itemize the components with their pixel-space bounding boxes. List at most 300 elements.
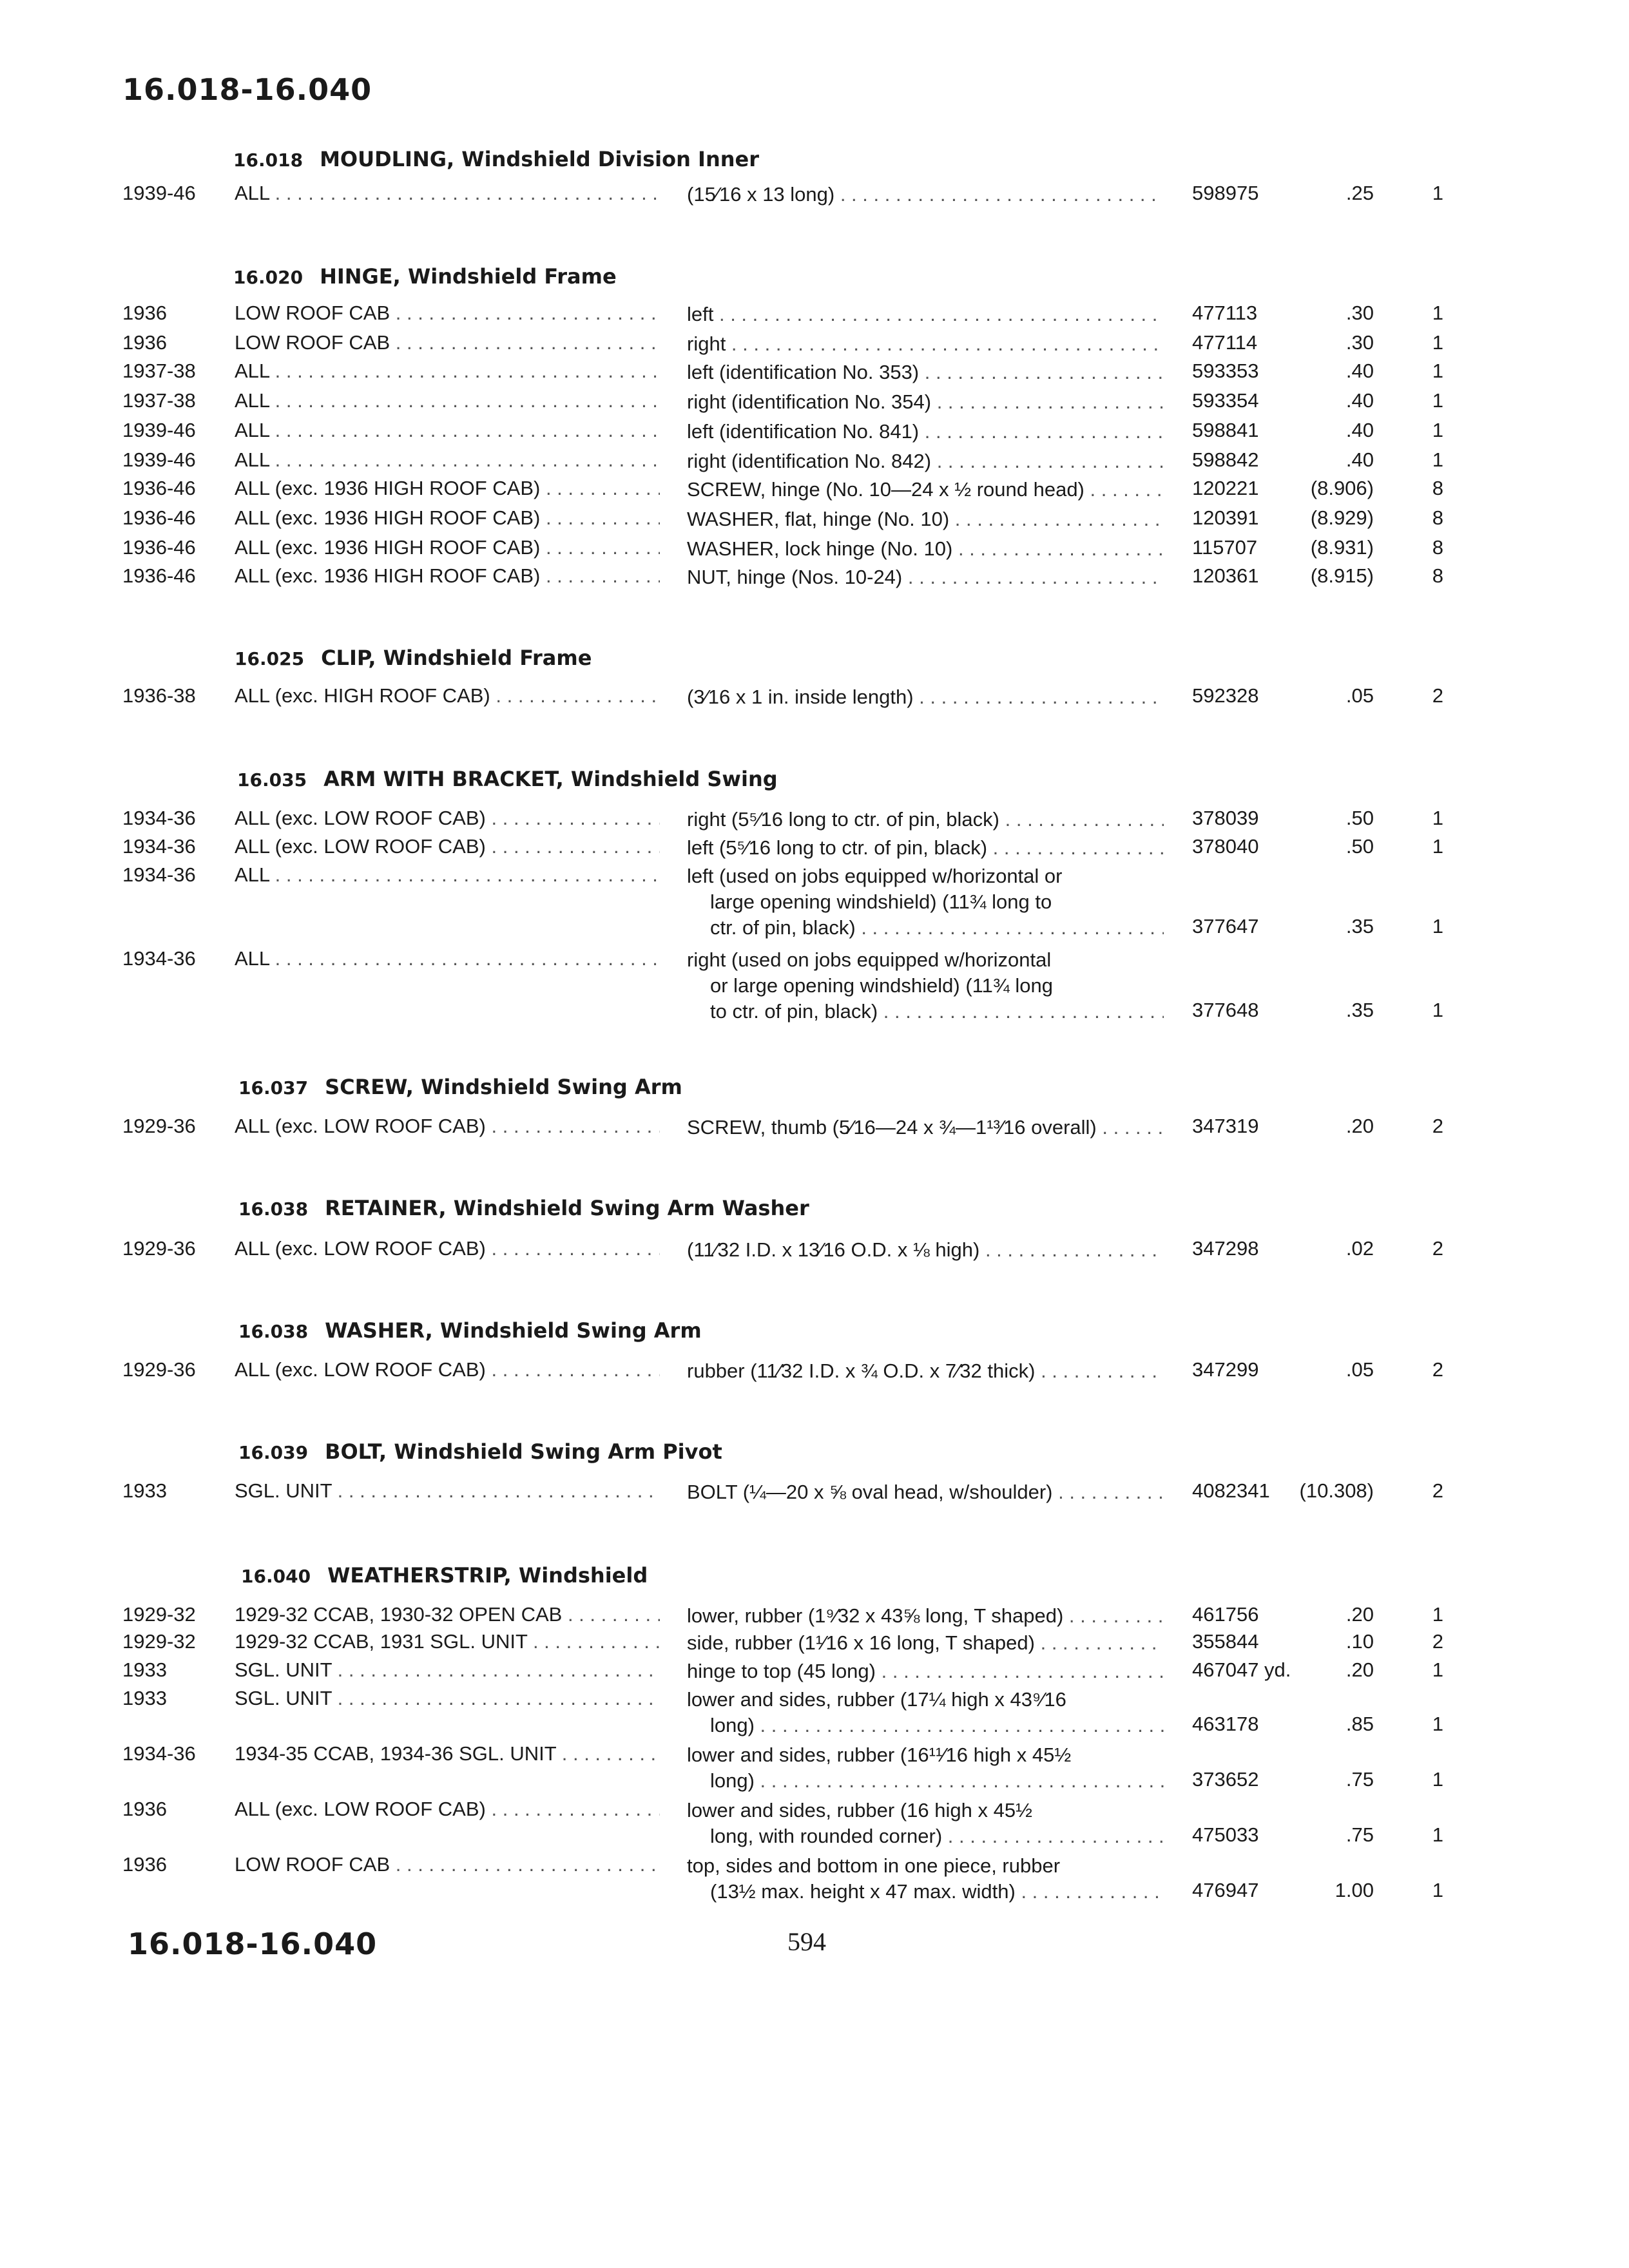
description-text: lower and sides, rubber (17¼ high x 43⁹⁄16 <box>687 1688 1066 1711</box>
part-row <box>0 1687 1629 1741</box>
part-number: 373652 <box>1192 1768 1259 1791</box>
list-price: .35 <box>1345 999 1374 1021</box>
model-text: SGL. UNIT <box>235 1479 333 1502</box>
part-description <box>687 1853 1164 1905</box>
description-line <box>687 389 1164 415</box>
model-text: ALL <box>235 947 270 970</box>
quantity: 1 <box>1432 807 1443 829</box>
description-line <box>687 947 1164 973</box>
description-text: BOLT (¼—20 x ⅝ oval head, w/shoulder) <box>687 1481 1053 1503</box>
description-line <box>687 1630 1164 1656</box>
description-line <box>687 1713 1164 1738</box>
year-range: 1934-36 <box>122 863 196 886</box>
model-applicability <box>235 684 660 707</box>
model-applicability <box>235 1237 660 1260</box>
part-row <box>0 1603 1629 1631</box>
model-applicability <box>235 331 660 354</box>
model-applicability <box>235 1742 660 1765</box>
model-text: 1929-32 CCAB, 1930-32 OPEN CAB <box>235 1603 563 1626</box>
section-number: 16.040 <box>241 1566 311 1587</box>
part-row <box>0 477 1629 505</box>
model-applicability <box>235 1658 660 1682</box>
part-description <box>687 506 1164 532</box>
description-line <box>687 999 1164 1024</box>
year-range: 1933 <box>122 1687 167 1709</box>
quantity: 8 <box>1432 536 1443 559</box>
model-text: ALL (exc. LOW ROOF CAB) <box>235 1115 486 1137</box>
description-line <box>687 1479 1164 1505</box>
part-number: 476947 <box>1192 1879 1259 1901</box>
part-description <box>687 389 1164 415</box>
part-description <box>687 1603 1164 1629</box>
part-row <box>0 807 1629 835</box>
list-price: .40 <box>1345 360 1374 382</box>
quantity: 1 <box>1432 419 1443 441</box>
year-range: 1933 <box>122 1658 167 1681</box>
year-range: 1939-46 <box>122 182 196 204</box>
description-text: left (5⁵⁄16 long to ctr. of pin, black) <box>687 836 988 859</box>
section-number: 16.020 <box>233 267 304 288</box>
section-number: 16.025 <box>235 648 305 669</box>
section-heading <box>233 264 617 289</box>
model-applicability <box>235 1853 660 1876</box>
description-line <box>687 1603 1164 1629</box>
model-text: LOW ROOF CAB <box>235 302 390 324</box>
list-price: .02 <box>1345 1237 1374 1260</box>
part-number: 347299 <box>1192 1358 1259 1381</box>
description-text: WASHER, flat, hinge (No. 10) <box>687 508 950 530</box>
model-text: ALL (exc. 1936 HIGH ROOF CAB) <box>235 506 541 529</box>
part-description <box>687 1630 1164 1656</box>
model-text: SGL. UNIT <box>235 1687 333 1709</box>
part-row <box>0 1630 1629 1658</box>
list-price: (8.906) <box>1310 477 1374 499</box>
part-description <box>687 1798 1164 1849</box>
model-applicability <box>235 302 660 325</box>
part-description <box>687 302 1164 327</box>
part-row <box>0 947 1629 1027</box>
part-row <box>0 536 1629 564</box>
list-price: .05 <box>1345 1358 1374 1381</box>
description-line <box>687 506 1164 532</box>
section-heading <box>233 147 759 171</box>
description-text: side, rubber (1¹⁄16 x 16 long, T shaped) <box>687 1631 1035 1654</box>
model-text: 1934-35 CCAB, 1934-36 SGL. UNIT <box>235 1742 557 1765</box>
model-text: ALL <box>235 419 270 441</box>
description-text: (11⁄32 I.D. x 13⁄16 O.D. x ⅛ high) <box>687 1238 980 1261</box>
section-heading <box>235 646 592 670</box>
description-text: right (5⁵⁄16 long to ctr. of pin, black) <box>687 808 999 831</box>
model-text: ALL (exc. LOW ROOF CAB) <box>235 1237 486 1260</box>
model-text: ALL <box>235 389 270 412</box>
part-description <box>687 1237 1164 1263</box>
quantity: 2 <box>1432 684 1443 707</box>
section-title: MOUDLING, Windshield Division Inner <box>320 147 759 171</box>
model-applicability <box>235 947 660 970</box>
description-text: hinge to top (45 long) <box>687 1660 876 1682</box>
description-line <box>687 889 1164 915</box>
quantity: 1 <box>1432 182 1443 204</box>
list-price: .40 <box>1345 419 1374 441</box>
quantity: 1 <box>1432 448 1443 471</box>
year-range: 1929-36 <box>122 1237 196 1260</box>
section-title: SCREW, Windshield Swing Arm <box>325 1075 682 1099</box>
description-text: lower and sides, rubber (16 high x 45½ <box>687 1799 1032 1821</box>
description-line <box>687 1658 1164 1684</box>
description-text: WASHER, lock hinge (No. 10) <box>687 537 953 560</box>
part-description <box>687 477 1164 503</box>
description-line <box>687 1237 1164 1263</box>
model-text: ALL (exc. LOW ROOF CAB) <box>235 807 486 829</box>
model-text: LOW ROOF CAB <box>235 331 390 354</box>
list-price: .20 <box>1345 1603 1374 1626</box>
model-text: ALL (exc. LOW ROOF CAB) <box>235 835 486 858</box>
model-text: ALL (exc. HIGH ROOF CAB) <box>235 684 490 707</box>
description-text: (13½ max. height x 47 max. width) <box>710 1880 1016 1903</box>
section-number: 16.035 <box>237 769 307 791</box>
part-description <box>687 947 1164 1024</box>
description-line <box>687 863 1164 889</box>
part-row <box>0 331 1629 360</box>
model-applicability <box>235 536 660 559</box>
part-description <box>687 331 1164 357</box>
section-title: WEATHERSTRIP, Windshield <box>327 1563 648 1588</box>
description-line <box>687 564 1164 590</box>
model-applicability <box>235 1603 660 1626</box>
part-description <box>687 536 1164 562</box>
model-applicability <box>235 1479 660 1503</box>
part-number: 598842 <box>1192 448 1259 471</box>
description-text: SCREW, thumb (5⁄16—24 x ¾—1¹³⁄16 overall) <box>687 1116 1097 1139</box>
description-text: to ctr. of pin, black) <box>710 1000 878 1023</box>
page-footer-range: 16.018-16.040 <box>128 1927 378 1961</box>
model-applicability <box>235 807 660 830</box>
section-title: RETAINER, Windshield Swing Arm Washer <box>325 1196 809 1220</box>
description-text: left <box>687 303 714 325</box>
quantity: 2 <box>1432 1630 1443 1653</box>
part-description <box>687 419 1164 445</box>
part-number: 598975 <box>1192 182 1259 204</box>
section-heading <box>238 1318 702 1343</box>
quantity: 1 <box>1432 331 1443 354</box>
part-number: 377648 <box>1192 999 1259 1021</box>
model-text: ALL <box>235 182 270 204</box>
section-title: WASHER, Windshield Swing Arm <box>325 1318 702 1343</box>
model-applicability <box>235 1798 660 1821</box>
list-price: .85 <box>1345 1713 1374 1735</box>
model-applicability <box>235 360 660 383</box>
list-price: .10 <box>1345 1630 1374 1653</box>
quantity: 1 <box>1432 389 1443 412</box>
quantity: 2 <box>1432 1358 1443 1381</box>
description-text: right <box>687 332 726 355</box>
part-description <box>687 182 1164 207</box>
list-price: .30 <box>1345 302 1374 324</box>
section-heading <box>238 1075 682 1099</box>
model-text: ALL (exc. LOW ROOF CAB) <box>235 1798 486 1820</box>
list-price: .75 <box>1345 1768 1374 1791</box>
year-range: 1936-46 <box>122 477 196 499</box>
section-number: 16.037 <box>238 1077 309 1099</box>
description-text: left (identification No. 841) <box>687 420 920 443</box>
model-applicability <box>235 419 660 442</box>
part-description <box>687 448 1164 474</box>
description-text: (15⁄16 x 13 long) <box>687 183 835 206</box>
model-applicability <box>235 863 660 887</box>
section-title: ARM WITH BRACKET, Windshield Swing <box>323 767 778 791</box>
list-price: .20 <box>1345 1658 1374 1681</box>
part-description <box>687 835 1164 861</box>
description-text: lower, rubber (1⁹⁄32 x 43⅝ long, T shaped) <box>687 1604 1064 1627</box>
part-number: 461756 <box>1192 1603 1259 1626</box>
year-range: 1939-46 <box>122 419 196 441</box>
description-line <box>687 448 1164 474</box>
part-number: 593353 <box>1192 360 1259 382</box>
part-row <box>0 1742 1629 1796</box>
section-number: 16.018 <box>233 149 304 171</box>
description-line <box>687 331 1164 357</box>
description-line <box>687 1879 1164 1905</box>
description-line <box>687 360 1164 385</box>
part-number: 355844 <box>1192 1630 1259 1653</box>
description-text: large opening windshield) (11¾ long to <box>710 890 1052 913</box>
part-description <box>687 1658 1164 1684</box>
part-number: 4082341 <box>1192 1479 1270 1502</box>
description-text: top, sides and bottom in one piece, rubber <box>687 1854 1061 1877</box>
part-number: 377647 <box>1192 915 1259 937</box>
description-text: NUT, hinge (Nos. 10-24) <box>687 566 903 588</box>
model-text: 1929-32 CCAB, 1931 SGL. UNIT <box>235 1630 528 1653</box>
part-number: 115707 <box>1192 536 1258 559</box>
quantity: 1 <box>1432 835 1443 858</box>
list-price: .75 <box>1345 1823 1374 1846</box>
list-price: .40 <box>1345 389 1374 412</box>
description-line <box>687 1687 1164 1713</box>
model-applicability <box>235 1115 660 1138</box>
quantity: 8 <box>1432 477 1443 499</box>
quantity: 1 <box>1432 302 1443 324</box>
part-description <box>687 807 1164 832</box>
part-description <box>687 1742 1164 1794</box>
part-description <box>687 1358 1164 1384</box>
model-text: ALL (exc. LOW ROOF CAB) <box>235 1358 486 1381</box>
list-price: (8.931) <box>1310 536 1374 559</box>
year-range: 1936 <box>122 1798 167 1820</box>
model-text: ALL (exc. 1936 HIGH ROOF CAB) <box>235 536 541 559</box>
description-text: right (identification No. 842) <box>687 450 932 472</box>
part-number: 467047 yd. <box>1192 1658 1291 1681</box>
model-text: ALL <box>235 863 270 886</box>
part-row <box>0 360 1629 388</box>
description-line <box>687 684 1164 710</box>
part-row <box>0 684 1629 713</box>
model-applicability <box>235 448 660 472</box>
part-row <box>0 1115 1629 1143</box>
part-number: 593354 <box>1192 389 1259 412</box>
description-text: SCREW, hinge (No. 10—24 x ½ round head) <box>687 478 1084 501</box>
year-range: 1929-32 <box>122 1603 196 1626</box>
quantity: 1 <box>1432 999 1443 1021</box>
year-range: 1936-46 <box>122 564 196 587</box>
section-heading <box>238 1439 722 1464</box>
description-line <box>687 915 1164 941</box>
year-range: 1934-36 <box>122 947 196 970</box>
description-text: ctr. of pin, black) <box>710 916 856 939</box>
part-description <box>687 1479 1164 1505</box>
quantity: 1 <box>1432 1658 1443 1681</box>
year-range: 1934-36 <box>122 1742 196 1765</box>
model-applicability <box>235 564 660 588</box>
model-text: ALL <box>235 360 270 382</box>
list-price: (8.929) <box>1310 506 1374 529</box>
section-number: 16.038 <box>238 1198 309 1220</box>
list-price: (10.308) <box>1299 1479 1374 1502</box>
part-row <box>0 835 1629 863</box>
description-text: right (identification No. 354) <box>687 390 932 413</box>
part-description <box>687 360 1164 385</box>
year-range: 1936-38 <box>122 684 196 707</box>
description-line <box>687 1768 1164 1794</box>
part-number: 378040 <box>1192 835 1259 858</box>
part-row <box>0 506 1629 535</box>
part-row <box>0 302 1629 330</box>
year-range: 1939-46 <box>122 448 196 471</box>
year-range: 1934-36 <box>122 807 196 829</box>
list-price: (8.915) <box>1310 564 1374 587</box>
part-description <box>687 863 1164 941</box>
section-title: CLIP, Windshield Frame <box>321 646 592 670</box>
part-row <box>0 182 1629 210</box>
description-line <box>687 1358 1164 1384</box>
part-number: 463178 <box>1192 1713 1259 1735</box>
part-row <box>0 1853 1629 1907</box>
model-text: SGL. UNIT <box>235 1658 333 1681</box>
description-line <box>687 973 1164 999</box>
part-description <box>687 1687 1164 1738</box>
year-range: 1936 <box>122 331 167 354</box>
part-row <box>0 1237 1629 1265</box>
part-row <box>0 1658 1629 1687</box>
quantity: 1 <box>1432 1879 1443 1901</box>
part-number: 592328 <box>1192 684 1259 707</box>
part-description <box>687 564 1164 590</box>
section-heading <box>237 767 778 791</box>
quantity: 8 <box>1432 564 1443 587</box>
part-row <box>0 1798 1629 1852</box>
model-applicability <box>235 389 660 412</box>
quantity: 8 <box>1432 506 1443 529</box>
description-text: (3⁄16 x 1 in. inside length) <box>687 686 914 708</box>
year-range: 1933 <box>122 1479 167 1502</box>
description-line <box>687 835 1164 861</box>
model-applicability <box>235 1630 660 1653</box>
description-text: rubber (11⁄32 I.D. x ¾ O.D. x 7⁄32 thick) <box>687 1360 1036 1382</box>
description-text: right (used on jobs equipped w/horizontal <box>687 948 1052 971</box>
year-range: 1936 <box>122 302 167 324</box>
part-description <box>687 1115 1164 1140</box>
model-text: ALL (exc. 1936 HIGH ROOF CAB) <box>235 564 541 587</box>
description-text: long) <box>710 1769 755 1792</box>
page-number: 594 <box>787 1927 826 1956</box>
description-line <box>687 1742 1164 1768</box>
part-row <box>0 389 1629 418</box>
part-number: 347298 <box>1192 1237 1259 1260</box>
year-range: 1929-36 <box>122 1115 196 1137</box>
description-line <box>687 536 1164 562</box>
quantity: 2 <box>1432 1115 1443 1137</box>
model-applicability <box>235 182 660 205</box>
part-description <box>687 684 1164 710</box>
description-line <box>687 1853 1164 1879</box>
part-number: 120361 <box>1192 564 1259 587</box>
part-number: 598841 <box>1192 419 1259 441</box>
section-title: HINGE, Windshield Frame <box>320 264 617 289</box>
section-number: 16.038 <box>238 1321 309 1342</box>
description-line <box>687 477 1164 503</box>
quantity: 2 <box>1432 1237 1443 1260</box>
page-header-range: 16.018-16.040 <box>122 72 372 107</box>
model-text: ALL (exc. 1936 HIGH ROOF CAB) <box>235 477 541 499</box>
year-range: 1937-38 <box>122 360 196 382</box>
part-number: 477114 <box>1192 331 1258 354</box>
part-number: 120221 <box>1192 477 1259 499</box>
model-applicability <box>235 506 660 530</box>
description-line <box>687 1798 1164 1823</box>
part-number: 347319 <box>1192 1115 1259 1137</box>
part-row <box>0 1479 1629 1508</box>
year-range: 1934-36 <box>122 835 196 858</box>
description-text: lower and sides, rubber (16¹¹⁄16 high x 45½ <box>687 1744 1072 1766</box>
year-range: 1929-36 <box>122 1358 196 1381</box>
year-range: 1937-38 <box>122 389 196 412</box>
year-range: 1936-46 <box>122 506 196 529</box>
list-price: .20 <box>1345 1115 1374 1137</box>
description-text: left (used on jobs equipped w/horizontal or <box>687 865 1063 887</box>
quantity: 1 <box>1432 1603 1443 1626</box>
part-row <box>0 863 1629 943</box>
part-number: 120391 <box>1192 506 1259 529</box>
description-line <box>687 302 1164 327</box>
list-price: .30 <box>1345 331 1374 354</box>
model-applicability <box>235 835 660 858</box>
list-price: .40 <box>1345 448 1374 471</box>
description-text: long) <box>710 1714 755 1736</box>
part-number: 475033 <box>1192 1823 1259 1846</box>
list-price: 1.00 <box>1335 1879 1374 1901</box>
section-heading <box>241 1563 648 1588</box>
part-number: 378039 <box>1192 807 1259 829</box>
description-text: long, with rounded corner) <box>710 1825 943 1847</box>
description-text: or large opening windshield) (11¾ long <box>710 974 1053 997</box>
list-price: .35 <box>1345 915 1374 937</box>
year-range: 1936 <box>122 1853 167 1876</box>
model-text: ALL <box>235 448 270 471</box>
year-range: 1936-46 <box>122 536 196 559</box>
year-range: 1929-32 <box>122 1630 196 1653</box>
quantity: 2 <box>1432 1479 1443 1502</box>
description-line <box>687 807 1164 832</box>
part-row <box>0 1358 1629 1387</box>
list-price: .50 <box>1345 807 1374 829</box>
section-title: BOLT, Windshield Swing Arm Pivot <box>325 1439 722 1464</box>
list-price: .50 <box>1345 835 1374 858</box>
description-line <box>687 1115 1164 1140</box>
list-price: .25 <box>1345 182 1374 204</box>
model-text: LOW ROOF CAB <box>235 1853 390 1876</box>
model-applicability <box>235 1687 660 1710</box>
model-applicability <box>235 1358 660 1381</box>
description-line <box>687 182 1164 207</box>
